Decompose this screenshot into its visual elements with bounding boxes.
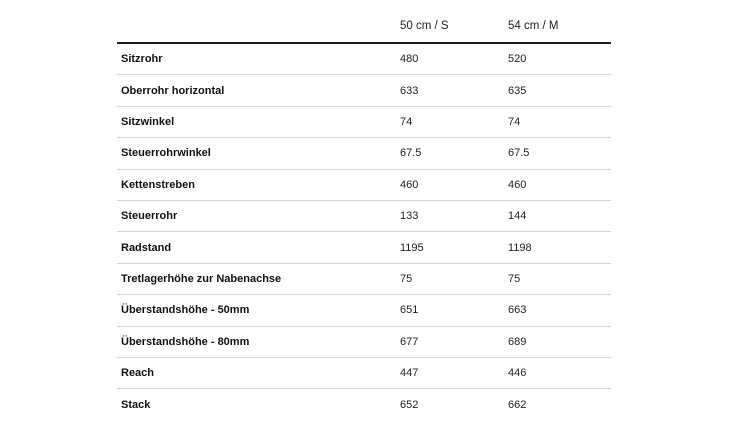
value-size-s: 677: [400, 335, 419, 348]
table-row: [117, 107, 611, 138]
value-size-s: 460: [400, 178, 419, 191]
row-label: Steuerrohrwinkel: [121, 147, 211, 160]
value-size-s: 133: [400, 210, 419, 223]
value-size-m: 446: [508, 367, 527, 380]
table-row: [117, 327, 611, 358]
value-size-m: 663: [508, 304, 527, 317]
value-size-s: 651: [400, 304, 419, 317]
row-label: Oberrohr horizontal: [121, 84, 225, 97]
value-size-m: 1198: [508, 241, 532, 254]
value-size-s: 447: [400, 367, 419, 380]
row-label: Sitzrohr: [121, 53, 163, 66]
geometry-table: [117, 0, 611, 421]
table-row: [117, 201, 611, 232]
header-size-m: 54 cm / M: [508, 20, 559, 32]
row-label: Tretlagerhöhe zur Nabenachse: [121, 272, 282, 285]
value-size-s: 633: [400, 84, 419, 97]
table-row: [117, 232, 611, 263]
table-row: [117, 138, 611, 169]
value-size-m: 662: [508, 398, 527, 411]
table-header-row: [117, 0, 611, 44]
row-label: Reach: [121, 367, 155, 380]
table-row: [117, 389, 611, 420]
value-size-s: 75: [400, 272, 413, 285]
value-size-m: 635: [508, 84, 527, 97]
table-row: [117, 75, 611, 106]
value-size-m: 460: [508, 178, 527, 191]
header-size-s: 50 cm / S: [400, 20, 449, 32]
row-label: Stack: [121, 398, 151, 411]
row-label: Kettenstreben: [121, 178, 195, 191]
value-size-m: 520: [508, 53, 527, 66]
value-size-m: 689: [508, 335, 527, 348]
value-size-m: 74: [508, 115, 521, 128]
table-row: [117, 170, 611, 201]
row-label: Radstand: [121, 241, 172, 254]
value-size-m: 67.5: [508, 147, 530, 160]
value-size-s: 652: [400, 398, 419, 411]
value-size-s: 67.5: [400, 147, 422, 160]
value-size-s: 480: [400, 53, 419, 66]
row-label: Sitzwinkel: [121, 115, 175, 128]
row-label: Überstandshöhe - 80mm: [121, 335, 250, 348]
value-size-s: 74: [400, 115, 413, 128]
value-size-s: 1195: [400, 241, 424, 254]
value-size-m: 75: [508, 272, 521, 285]
value-size-m: 144: [508, 210, 527, 223]
row-label: Überstandshöhe - 50mm: [121, 304, 250, 317]
row-label: Steuerrohr: [121, 210, 178, 223]
table-row: [117, 295, 611, 326]
table-row: [117, 264, 611, 295]
table-row: [117, 44, 611, 75]
table-row: [117, 358, 611, 389]
